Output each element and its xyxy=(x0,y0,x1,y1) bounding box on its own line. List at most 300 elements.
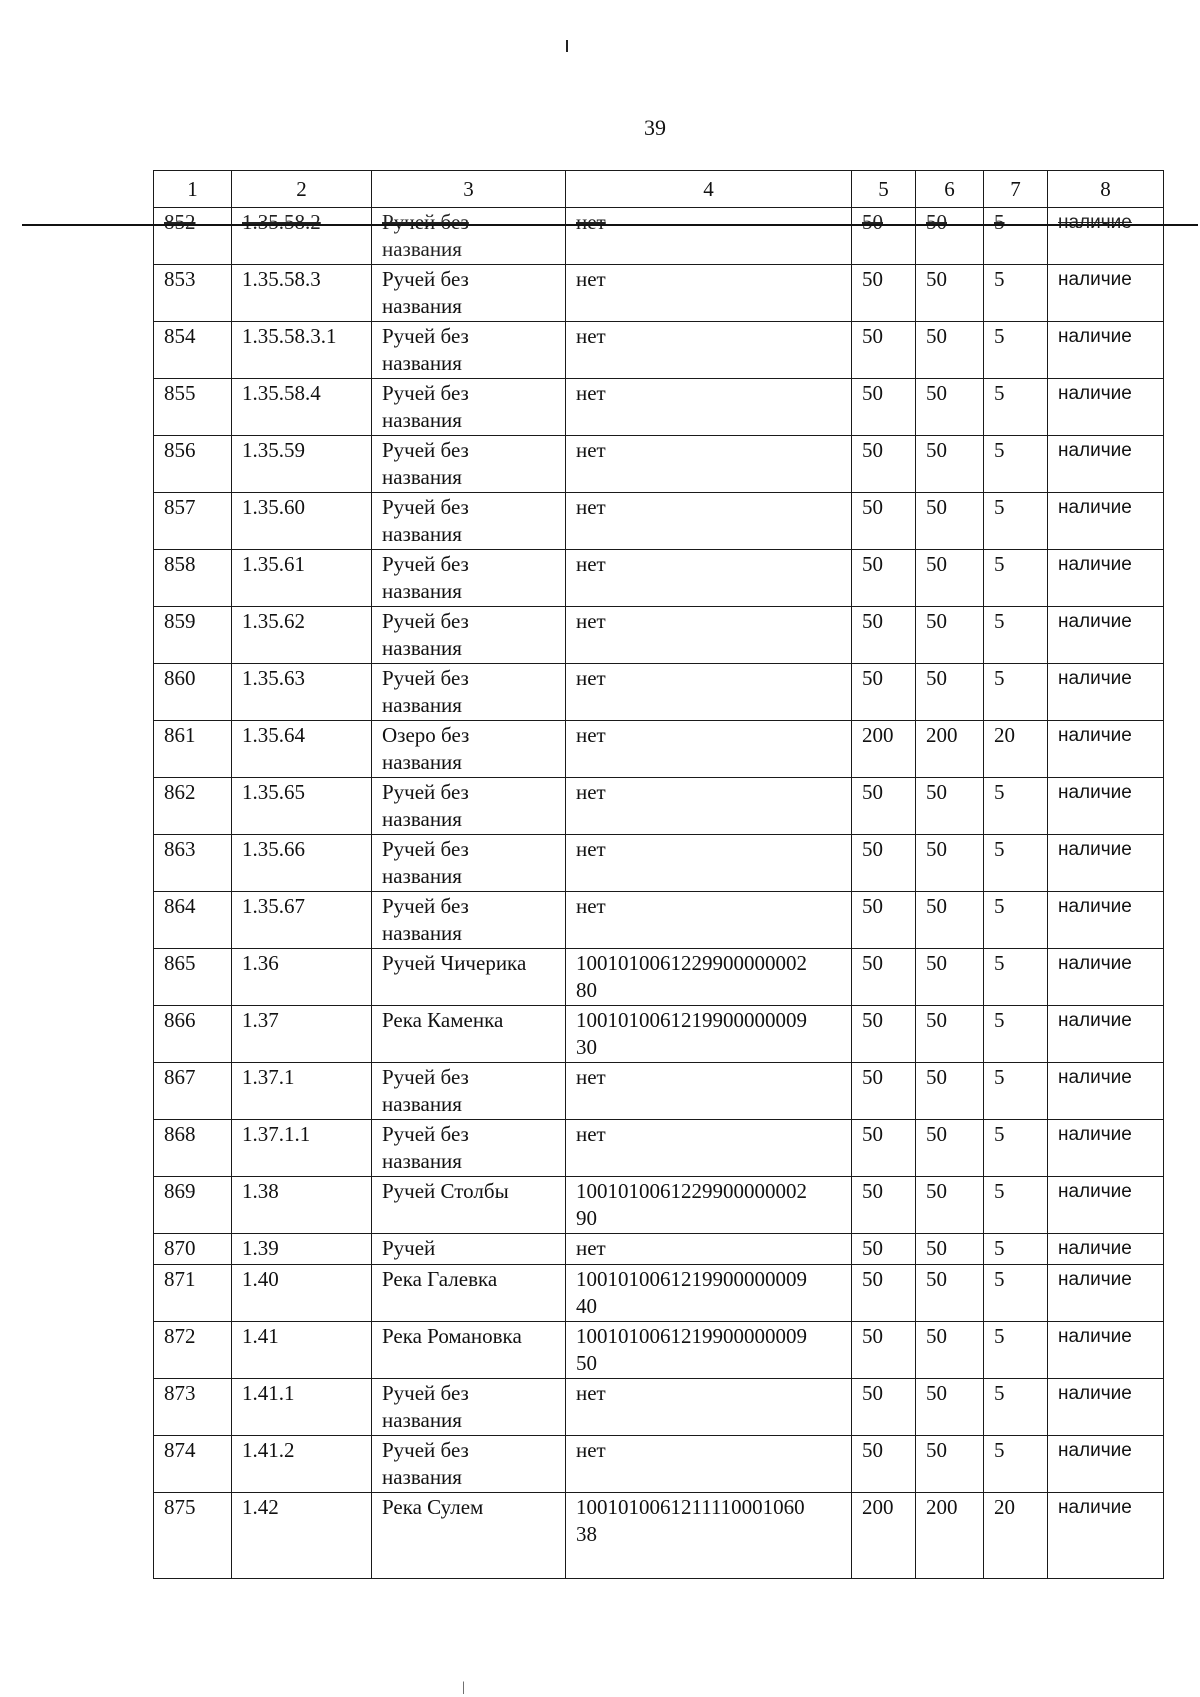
value-col-5-text: 50 xyxy=(862,1267,883,1291)
status xyxy=(1048,664,1164,721)
object-name-text: Ручей без xyxy=(382,894,469,918)
row-number-text: 873 xyxy=(164,1381,196,1405)
table-row xyxy=(154,1006,1164,1063)
value-col-6-text: 50 xyxy=(926,552,947,576)
value-col-7 xyxy=(984,379,1048,436)
value-col-7-text: 20 xyxy=(994,723,1015,747)
registry-code xyxy=(566,664,852,721)
status xyxy=(1048,1006,1164,1063)
registry-code-text: 90 xyxy=(576,1206,597,1230)
registry-code-text: 30 xyxy=(576,1035,597,1059)
status-text: наличие xyxy=(1058,383,1132,404)
registry-code-text: нет xyxy=(576,1122,606,1146)
row-number xyxy=(154,1265,232,1322)
registry-code-text: 50 xyxy=(576,1351,597,1375)
value-col-5-text: 200 xyxy=(862,723,894,747)
table-row xyxy=(154,208,1164,265)
value-col-5 xyxy=(852,1493,916,1579)
registry-code-text: нет xyxy=(576,1438,606,1462)
registry-code xyxy=(566,1120,852,1177)
object-name xyxy=(372,379,566,436)
object-code-text: 1.35.65 xyxy=(242,780,305,804)
status xyxy=(1048,436,1164,493)
object-name xyxy=(372,1322,566,1379)
value-col-7 xyxy=(984,835,1048,892)
status-text: наличие xyxy=(1058,725,1132,746)
registry-code xyxy=(566,949,852,1006)
status xyxy=(1048,1177,1164,1234)
status-text: наличие xyxy=(1058,1440,1132,1461)
value-col-6-text: 50 xyxy=(926,837,947,861)
value-col-7-text: 5 xyxy=(994,1324,1005,1348)
object-name-text: Ручей Чичерика xyxy=(382,951,527,975)
table-row xyxy=(154,721,1164,778)
value-col-6 xyxy=(916,322,984,379)
value-col-5-text: 50 xyxy=(862,1065,883,1089)
value-col-6-text: 50 xyxy=(926,1324,947,1348)
object-code xyxy=(232,1322,372,1379)
status xyxy=(1048,208,1164,265)
value-col-5 xyxy=(852,1120,916,1177)
object-code-text: 1.35.63 xyxy=(242,666,305,690)
object-name-text: Ручей без xyxy=(382,1122,469,1146)
value-col-6-text: 50 xyxy=(926,1236,947,1260)
status-text: наличие xyxy=(1058,326,1132,347)
status-text: наличие xyxy=(1058,212,1132,233)
value-col-7 xyxy=(984,1436,1048,1493)
row-number xyxy=(154,1006,232,1063)
object-code xyxy=(232,949,372,1006)
object-name xyxy=(372,778,566,835)
object-name xyxy=(372,721,566,778)
status-text: наличие xyxy=(1058,1383,1132,1404)
row-number xyxy=(154,436,232,493)
table-row xyxy=(154,1063,1164,1120)
value-col-5 xyxy=(852,379,916,436)
value-col-5 xyxy=(852,208,916,265)
value-col-5 xyxy=(852,1234,916,1265)
object-code-text: 1.35.62 xyxy=(242,609,305,633)
value-col-5 xyxy=(852,1006,916,1063)
value-col-6 xyxy=(916,379,984,436)
row-number-text: 853 xyxy=(164,267,196,291)
value-col-6 xyxy=(916,1063,984,1120)
value-col-6-text: 50 xyxy=(926,1267,947,1291)
registry-code-text: нет xyxy=(576,666,606,690)
object-code-text: 1.35.59 xyxy=(242,438,305,462)
status xyxy=(1048,721,1164,778)
value-col-5-text: 50 xyxy=(862,552,883,576)
object-name xyxy=(372,1120,566,1177)
registry-code xyxy=(566,1436,852,1493)
object-name-text: названия xyxy=(382,1408,462,1432)
value-col-5 xyxy=(852,1436,916,1493)
row-number xyxy=(154,1063,232,1120)
table-row xyxy=(154,493,1164,550)
object-name-text: Ручей без xyxy=(382,1381,469,1405)
row-number xyxy=(154,1493,232,1579)
registry-code-text: нет xyxy=(576,837,606,861)
object-name xyxy=(372,1234,566,1265)
status-text: наличие xyxy=(1058,668,1132,689)
object-code-text: 1.35.64 xyxy=(242,723,305,747)
row-number xyxy=(154,493,232,550)
status-text: наличие xyxy=(1058,1010,1132,1031)
object-name-text: названия xyxy=(382,522,462,546)
row-number-text: 859 xyxy=(164,609,196,633)
registry-code-text: 1001010061219900000009 xyxy=(576,1324,807,1348)
registry-code-text: нет xyxy=(576,381,606,405)
row-number-text: 872 xyxy=(164,1324,196,1348)
table-row xyxy=(154,550,1164,607)
value-col-7 xyxy=(984,778,1048,835)
status xyxy=(1048,1063,1164,1120)
object-name-text: Ручей без xyxy=(382,552,469,576)
object-name-text: Ручей xyxy=(382,1236,436,1260)
registry-code-text: нет xyxy=(576,1065,606,1089)
value-col-6 xyxy=(916,835,984,892)
object-name-text: Ручей без xyxy=(382,837,469,861)
value-col-5-text: 50 xyxy=(862,1008,883,1032)
value-col-5 xyxy=(852,949,916,1006)
value-col-5-text: 50 xyxy=(862,837,883,861)
object-name-text: названия xyxy=(382,636,462,660)
value-col-7-text: 5 xyxy=(994,495,1005,519)
object-name xyxy=(372,322,566,379)
header-col-7: 7 xyxy=(984,171,1048,208)
object-code-text: 1.35.67 xyxy=(242,894,305,918)
row-number xyxy=(154,892,232,949)
row-number xyxy=(154,265,232,322)
object-code-text: 1.35.60 xyxy=(242,495,305,519)
row-number xyxy=(154,721,232,778)
row-number xyxy=(154,1322,232,1379)
value-col-6 xyxy=(916,1379,984,1436)
scan-mark-top xyxy=(566,40,568,52)
table-row xyxy=(154,1177,1164,1234)
object-code-text: 1.38 xyxy=(242,1179,279,1203)
value-col-7 xyxy=(984,436,1048,493)
object-code xyxy=(232,1436,372,1493)
value-col-6-text: 50 xyxy=(926,1438,947,1462)
object-code-text: 1.41.2 xyxy=(242,1438,295,1462)
table-row xyxy=(154,1120,1164,1177)
value-col-5-text: 50 xyxy=(862,1438,883,1462)
table-row xyxy=(154,1265,1164,1322)
registry-code xyxy=(566,322,852,379)
object-code-text: 1.40 xyxy=(242,1267,279,1291)
table-body xyxy=(154,208,1164,1579)
status-text: наличие xyxy=(1058,896,1132,917)
object-code xyxy=(232,1177,372,1234)
status-text: наличие xyxy=(1058,1067,1132,1088)
value-col-7 xyxy=(984,892,1048,949)
registry-code xyxy=(566,208,852,265)
value-col-5 xyxy=(852,493,916,550)
object-name xyxy=(372,1006,566,1063)
value-col-6-text: 200 xyxy=(926,723,958,747)
header-col-8: 8 xyxy=(1048,171,1164,208)
object-code-text: 1.35.58.2 xyxy=(242,210,321,234)
value-col-5-text: 50 xyxy=(862,324,883,348)
registry-code-text: 40 xyxy=(576,1294,597,1318)
row-number-text: 855 xyxy=(164,381,196,405)
registry-code xyxy=(566,1063,852,1120)
value-col-5 xyxy=(852,1265,916,1322)
value-col-7 xyxy=(984,1265,1048,1322)
registry-code-text: 1001010061219900000009 xyxy=(576,1008,807,1032)
object-name xyxy=(372,949,566,1006)
object-name-text: Река Каменка xyxy=(382,1008,504,1032)
registry-code-text: нет xyxy=(576,552,606,576)
value-col-5 xyxy=(852,664,916,721)
value-col-6-text: 200 xyxy=(926,1495,958,1519)
value-col-5 xyxy=(852,778,916,835)
row-number-text: 868 xyxy=(164,1122,196,1146)
value-col-7 xyxy=(984,550,1048,607)
status xyxy=(1048,1265,1164,1322)
object-code-text: 1.39 xyxy=(242,1236,279,1260)
value-col-5-text: 50 xyxy=(862,894,883,918)
object-name xyxy=(372,1177,566,1234)
status-text: наличие xyxy=(1058,611,1132,632)
value-col-6-text: 50 xyxy=(926,495,947,519)
value-col-7 xyxy=(984,949,1048,1006)
scan-mark-bottom: | xyxy=(462,1680,465,1695)
object-code xyxy=(232,1063,372,1120)
value-col-7-text: 5 xyxy=(994,837,1005,861)
object-code xyxy=(232,208,372,265)
object-name xyxy=(372,607,566,664)
value-col-7 xyxy=(984,265,1048,322)
value-col-5-text: 50 xyxy=(862,495,883,519)
object-code-text: 1.37.1.1 xyxy=(242,1122,311,1146)
object-name-text: Ручей без xyxy=(382,609,469,633)
value-col-5 xyxy=(852,322,916,379)
row-number xyxy=(154,1120,232,1177)
value-col-6-text: 50 xyxy=(926,666,947,690)
value-col-5 xyxy=(852,721,916,778)
value-col-7-text: 5 xyxy=(994,1065,1005,1089)
value-col-6 xyxy=(916,1493,984,1579)
status xyxy=(1048,607,1164,664)
value-col-5-text: 50 xyxy=(862,1236,883,1260)
status-text: наличие xyxy=(1058,1326,1132,1347)
object-name-text: названия xyxy=(382,294,462,318)
object-name-text: Ручей без xyxy=(382,267,469,291)
value-col-7-text: 5 xyxy=(994,381,1005,405)
registry-code-text: нет xyxy=(576,1381,606,1405)
registry-code xyxy=(566,835,852,892)
value-col-7-text: 5 xyxy=(994,609,1005,633)
header-col-1: 1 xyxy=(154,171,232,208)
object-name-text: Ручей без xyxy=(382,438,469,462)
object-code xyxy=(232,1379,372,1436)
row-number xyxy=(154,1379,232,1436)
registry-code-text: 1001010061229900000002 xyxy=(576,1179,807,1203)
value-col-7 xyxy=(984,493,1048,550)
value-col-7-text: 5 xyxy=(994,1381,1005,1405)
registry-code-text: 1001010061229900000002 xyxy=(576,951,807,975)
value-col-7-text: 5 xyxy=(994,267,1005,291)
object-code xyxy=(232,379,372,436)
object-name-text: названия xyxy=(382,408,462,432)
object-name-text: Река Сулем xyxy=(382,1495,484,1519)
registry-code xyxy=(566,1177,852,1234)
value-col-6-text: 50 xyxy=(926,1065,947,1089)
value-col-5 xyxy=(852,835,916,892)
table-row xyxy=(154,664,1164,721)
status xyxy=(1048,1493,1164,1579)
value-col-7-text: 5 xyxy=(994,1438,1005,1462)
row-number-text: 858 xyxy=(164,552,196,576)
object-code-text: 1.35.58.4 xyxy=(242,381,321,405)
row-number xyxy=(154,835,232,892)
status-text: наличие xyxy=(1058,782,1132,803)
value-col-6 xyxy=(916,493,984,550)
row-number xyxy=(154,607,232,664)
object-code xyxy=(232,265,372,322)
object-code-text: 1.42 xyxy=(242,1495,279,1519)
value-col-6-text: 50 xyxy=(926,381,947,405)
object-code xyxy=(232,664,372,721)
object-name-text: названия xyxy=(382,1149,462,1173)
object-code-text: 1.35.58.3 xyxy=(242,267,321,291)
object-name-text: Ручей без xyxy=(382,210,469,234)
registry-code-text: нет xyxy=(576,324,606,348)
object-name xyxy=(372,1436,566,1493)
page-number: 39 xyxy=(644,115,666,140)
object-code-text: 1.37.1 xyxy=(242,1065,295,1089)
status xyxy=(1048,379,1164,436)
table-row xyxy=(154,1234,1164,1265)
object-name xyxy=(372,1063,566,1120)
header-col-4: 4 xyxy=(566,171,852,208)
row-number-text: 864 xyxy=(164,894,196,918)
value-col-5-text: 50 xyxy=(862,951,883,975)
row-number-text: 856 xyxy=(164,438,196,462)
registry-code-text: нет xyxy=(576,1236,606,1260)
table-row xyxy=(154,835,1164,892)
value-col-5-text: 50 xyxy=(862,381,883,405)
object-code xyxy=(232,835,372,892)
status-text: наличие xyxy=(1058,1124,1132,1145)
object-code xyxy=(232,1006,372,1063)
header-col-2: 2 xyxy=(232,171,372,208)
object-name-text: названия xyxy=(382,693,462,717)
value-col-7-text: 5 xyxy=(994,1122,1005,1146)
value-col-7 xyxy=(984,322,1048,379)
row-number-text: 857 xyxy=(164,495,196,519)
object-name xyxy=(372,550,566,607)
object-code-text: 1.41.1 xyxy=(242,1381,295,1405)
object-name-text: названия xyxy=(382,579,462,603)
row-number xyxy=(154,778,232,835)
object-name-text: названия xyxy=(382,1092,462,1116)
value-col-6 xyxy=(916,1006,984,1063)
row-number xyxy=(154,949,232,1006)
object-name xyxy=(372,436,566,493)
row-number-text: 874 xyxy=(164,1438,196,1462)
status xyxy=(1048,778,1164,835)
value-col-7 xyxy=(984,664,1048,721)
status xyxy=(1048,493,1164,550)
value-col-5 xyxy=(852,436,916,493)
row-number-text: 862 xyxy=(164,780,196,804)
value-col-6 xyxy=(916,265,984,322)
value-col-6-text: 50 xyxy=(926,267,947,291)
value-col-6 xyxy=(916,778,984,835)
registry-code xyxy=(566,493,852,550)
row-number-text: 869 xyxy=(164,1179,196,1203)
value-col-7 xyxy=(984,1493,1048,1579)
object-code xyxy=(232,322,372,379)
object-name xyxy=(372,265,566,322)
row-number-text: 861 xyxy=(164,723,196,747)
value-col-6 xyxy=(916,1322,984,1379)
registry-code-text: 1001010061211110001060 xyxy=(576,1495,805,1519)
status-text: наличие xyxy=(1058,1497,1132,1518)
value-col-5 xyxy=(852,1379,916,1436)
status-text: наличие xyxy=(1058,1181,1132,1202)
status xyxy=(1048,322,1164,379)
object-name xyxy=(372,835,566,892)
strike-through-line xyxy=(22,224,1198,226)
registry-code-text: нет xyxy=(576,609,606,633)
object-code xyxy=(232,778,372,835)
registry-code-text: нет xyxy=(576,210,606,234)
status xyxy=(1048,1379,1164,1436)
value-col-7 xyxy=(984,1006,1048,1063)
value-col-5 xyxy=(852,550,916,607)
object-name-text: названия xyxy=(382,237,462,261)
value-col-7-text: 5 xyxy=(994,1179,1005,1203)
table-row xyxy=(154,265,1164,322)
value-col-6-text: 50 xyxy=(926,1381,947,1405)
row-number-text: 865 xyxy=(164,951,196,975)
object-code xyxy=(232,1234,372,1265)
registry-code-text: нет xyxy=(576,780,606,804)
status xyxy=(1048,265,1164,322)
row-number-text: 863 xyxy=(164,837,196,861)
row-number xyxy=(154,1436,232,1493)
registry-code xyxy=(566,1006,852,1063)
status xyxy=(1048,1322,1164,1379)
table-row xyxy=(154,892,1164,949)
object-code xyxy=(232,1265,372,1322)
object-name xyxy=(372,1265,566,1322)
table-row xyxy=(154,607,1164,664)
row-number-text: 866 xyxy=(164,1008,196,1032)
value-col-5 xyxy=(852,1177,916,1234)
object-name-text: Ручей без xyxy=(382,324,469,348)
value-col-6-text: 50 xyxy=(926,1008,947,1032)
value-col-6 xyxy=(916,892,984,949)
value-col-6-text: 50 xyxy=(926,438,947,462)
table-row xyxy=(154,1379,1164,1436)
value-col-7-text: 20 xyxy=(994,1495,1015,1519)
registry-code-text: нет xyxy=(576,723,606,747)
registry-code xyxy=(566,1493,852,1579)
status-text: наличие xyxy=(1058,1238,1132,1259)
value-col-6 xyxy=(916,1177,984,1234)
value-col-6 xyxy=(916,1436,984,1493)
value-col-6 xyxy=(916,721,984,778)
registry-code xyxy=(566,1379,852,1436)
status-text: наличие xyxy=(1058,497,1132,518)
value-col-5-text: 50 xyxy=(862,666,883,690)
row-number xyxy=(154,208,232,265)
